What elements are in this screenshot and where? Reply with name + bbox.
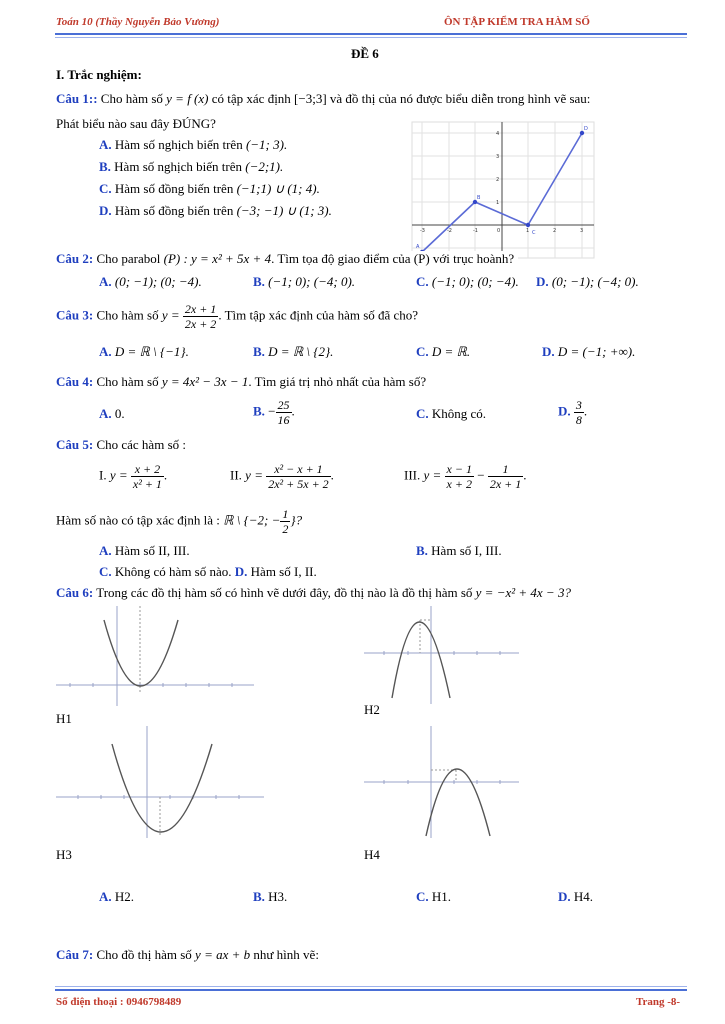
period: . [291, 403, 295, 419]
q3-option-a [99, 344, 189, 360]
opt-key: D. [234, 564, 248, 579]
opt-key: B. [99, 159, 111, 174]
numerator: x − 1 [446, 462, 472, 476]
y-equals: y = [109, 467, 128, 483]
opt-key: C. [416, 406, 429, 421]
roman-numeral: III. [404, 467, 421, 483]
opt-math: D = ℝ. [431, 344, 471, 359]
q3-option-d [542, 344, 635, 360]
q2-text-a: Cho parabol [96, 251, 161, 266]
q2-option-a [99, 274, 202, 290]
q3-option-b [253, 344, 333, 360]
opt-math: 0. [114, 406, 125, 421]
q4-option-a [99, 406, 125, 422]
q7-text-b: như hình vẽ: [253, 947, 319, 962]
footer-rule [55, 989, 687, 991]
denominator: x² + 1 [132, 477, 162, 491]
prompt-text: Hàm số nào có tập xác định là : [56, 512, 220, 528]
opt-key: D. [99, 203, 112, 218]
q2-expr: (P) : y = x² + 5x + 4 [163, 251, 272, 266]
q7-label: Câu 7: [56, 947, 94, 962]
opt-key: B. [253, 344, 265, 359]
y-tick: 3 [496, 154, 500, 160]
denominator: 2x² + 5x + 2 [268, 477, 329, 491]
q4-expr: y = 4x² − 3x − 1 [161, 374, 249, 389]
opt-key: D. [542, 344, 555, 359]
q4-option-d [558, 398, 587, 427]
opt-math: (−2;1). [245, 159, 284, 174]
opt-math: D = (−1; +∞). [557, 344, 636, 359]
denominator: 8 [575, 413, 582, 427]
fraction [574, 398, 584, 427]
period: . [163, 467, 168, 483]
q4-label: Câu 4: [56, 374, 94, 389]
opt-key: A. [99, 543, 112, 558]
fraction [131, 462, 164, 491]
q3-option-c [416, 344, 470, 360]
q2-option-c [416, 274, 519, 290]
opt-text: H4. [573, 889, 594, 904]
opt-text: Hàm số I, III. [431, 543, 502, 558]
q7-expr: y = ax + b [195, 947, 251, 962]
q3-label: Câu 3: [56, 307, 94, 323]
period: . [330, 467, 334, 483]
y-tick: 1 [496, 200, 500, 206]
opt-text: Không có hàm số nào. [114, 564, 232, 579]
q1-option-a [99, 137, 287, 153]
x-tick: 2 [553, 228, 557, 234]
parabola [426, 769, 490, 836]
opt-key: C. [416, 889, 429, 904]
footer-rule-thin [55, 986, 687, 987]
q5-function-1 [99, 462, 167, 491]
y-tick: 2 [496, 177, 500, 183]
opt-math: D = ℝ \ {−1}. [114, 344, 189, 359]
opt-math: (−1; 3). [245, 137, 288, 152]
opt-math: (−1; 0); (−4; 0). [268, 274, 356, 289]
y-tick: 4 [496, 131, 500, 137]
opt-math: D = ℝ \ {2}. [268, 344, 334, 359]
q4-text-b: . Tìm giá trị nhỏ nhất của hàm số? [248, 374, 427, 389]
fraction [488, 462, 523, 491]
opt-text: Hàm số I, II. [250, 564, 317, 579]
q2-label: Câu 2: [56, 251, 94, 266]
q1-label: Câu 1:: [56, 91, 98, 106]
graph-frame [412, 122, 594, 258]
y-equals: y = [245, 467, 263, 483]
opt-text: H1. [431, 889, 452, 904]
graph-h1-label: H1 [56, 711, 72, 726]
q5-option-a [99, 543, 190, 559]
opt-text: Hàm số nghịch biến trên [114, 159, 242, 174]
point-label: B [477, 195, 481, 201]
q6-option-b [253, 889, 287, 905]
point-label: A [416, 244, 420, 250]
denominator: x + 2 [446, 477, 472, 491]
exam-title: ĐỀ 6 [351, 46, 379, 61]
opt-key: D. [558, 889, 571, 904]
opt-key: B. [253, 274, 265, 289]
q6-text-a: Trong các đồ thị hàm số có hình vẽ dưới đây, đồ thị nào là đồ thị hàm số [96, 585, 473, 600]
header-left: Toán 10 (Thầy Nguyễn Bảo Vương) [56, 16, 220, 28]
opt-text: Hàm số nghịch biến trên [114, 137, 243, 152]
q3-line [56, 302, 418, 331]
header-rule-thin [55, 37, 687, 38]
point-label: C [532, 230, 536, 236]
opt-math: (0; −1); (−4; 0). [551, 274, 639, 289]
q6-option-c [416, 889, 451, 905]
opt-key: D. [558, 403, 571, 419]
graph-h1 [56, 606, 254, 706]
period: . [523, 467, 527, 483]
parabola [112, 744, 212, 832]
q1-expr: y = f (x) [166, 91, 209, 106]
q1-text-b: có tập xác định [−3;3] và đồ thị của nó được biểu diễn trong hình vẽ sau: [211, 91, 591, 106]
header-rule [55, 33, 687, 35]
opt-math: (−1;1) ∪ (1; 4). [236, 181, 320, 196]
q6-line [56, 585, 571, 601]
q2-line [56, 251, 518, 267]
minus-sign: − [477, 467, 485, 483]
denominator: 2x + 2 [184, 317, 217, 331]
header-right: ÔN TẬP KIỂM TRA HÀM SỐ [444, 16, 590, 28]
parabola [104, 620, 178, 686]
denominator: 2 [282, 522, 289, 536]
q6-label: Câu 6: [56, 585, 94, 600]
q1-text-a: Cho hàm số [100, 91, 163, 106]
q4-text-a: Cho hàm số [96, 374, 159, 389]
x-tick: 1 [526, 228, 530, 234]
denominator: 2x + 1 [489, 477, 522, 491]
opt-text: Không có. [431, 406, 487, 421]
q5-line [56, 437, 186, 453]
q2-option-d [536, 274, 639, 290]
q3-fraction [183, 302, 218, 331]
q3-text-b: . Tìm tập xác định của hàm số đã cho? [218, 307, 419, 323]
q4-option-c [416, 406, 486, 422]
graph-h4 [364, 726, 519, 838]
opt-math: (0; −1); (0; −4). [114, 274, 202, 289]
q5-option-b [416, 543, 502, 559]
opt-text: Hàm số II, III. [114, 543, 190, 558]
q1-line [56, 91, 590, 107]
q7-text-a: Cho đồ thị hàm số [96, 947, 192, 962]
opt-math: (−1; 0); (0; −4). [431, 274, 519, 289]
roman-numeral: I. [99, 467, 107, 483]
x-tick: -3 [420, 228, 425, 234]
opt-key: A. [99, 274, 112, 289]
opt-key: D. [536, 274, 549, 289]
point-label: D [584, 126, 588, 132]
opt-text: H3. [268, 889, 288, 904]
opt-key: B. [253, 889, 265, 904]
q5-prompt [56, 507, 302, 536]
q5-text: Cho các hàm số : [96, 437, 186, 452]
x-tick: -1 [473, 228, 478, 234]
opt-key: A. [99, 344, 112, 359]
q6-option-a [99, 889, 134, 905]
q1-option-d [99, 203, 332, 219]
section-title: I. Trắc nghiệm: [56, 67, 142, 82]
numerator: x + 2 [131, 462, 164, 477]
point-c [526, 223, 530, 227]
q5-label: Câu 5: [56, 437, 94, 452]
q4-option-b [253, 398, 295, 427]
minus-sign: − [268, 403, 276, 419]
prompt-math: ℝ \ {−2; − [223, 512, 281, 528]
numerator: 25 [277, 398, 290, 412]
x-tick: 3 [580, 228, 584, 234]
period: . [583, 403, 588, 419]
parabola [392, 622, 450, 698]
fraction [276, 398, 292, 427]
q3-text-a: Cho hàm số [96, 307, 159, 323]
numerator: 3 [575, 398, 582, 412]
opt-math: (−3; −1) ∪ (1; 3). [236, 203, 332, 218]
q1-option-b [99, 159, 283, 175]
footer-left: Số điện thoại : 0946798489 [56, 996, 182, 1008]
q5-function-2 [230, 462, 334, 491]
q2-option-b [253, 274, 355, 290]
fraction [280, 507, 290, 536]
q6-expr: y = −x² + 4x − 3? [475, 585, 571, 600]
q5-function-3 [404, 462, 527, 491]
numerator: x² − x + 1 [266, 462, 330, 477]
q5-option-cd [99, 564, 317, 580]
opt-key: A. [99, 137, 112, 152]
opt-key: A. [99, 406, 112, 421]
q1-prompt: Phát biểu nào sau đây ĐÚNG? [56, 116, 216, 131]
fraction [266, 462, 330, 491]
opt-text: Hàm số đồng biến trên [114, 181, 234, 196]
opt-text: Hàm số đồng biến trên [114, 203, 234, 218]
opt-key: B. [253, 403, 265, 419]
opt-key: C. [416, 344, 429, 359]
q1-option-c [99, 181, 320, 197]
numerator: 1 [488, 462, 523, 477]
graph-h2 [364, 606, 519, 704]
q6-option-d [558, 889, 593, 905]
prompt-end: }? [290, 512, 303, 528]
opt-key: C. [99, 181, 112, 196]
graph-h4-label: H4 [364, 847, 380, 862]
denominator: 16 [277, 413, 290, 427]
x-tick: 0 [497, 228, 501, 234]
numerator: 1 [282, 507, 289, 521]
opt-key: C. [99, 564, 112, 579]
q7-line [56, 947, 319, 963]
roman-numeral: II. [230, 467, 242, 483]
opt-key: C. [416, 274, 429, 289]
fraction [445, 462, 474, 491]
y-equals: y = [423, 467, 442, 483]
q4-line [56, 374, 426, 390]
q3-y: y = [161, 307, 180, 323]
graph-h2-label: H2 [364, 702, 380, 717]
graph-h3-label: H3 [56, 847, 72, 862]
x-tick: -2 [447, 228, 452, 234]
numerator: 2x + 1 [184, 302, 217, 316]
footer-right: Trang -8- [636, 996, 681, 1008]
opt-text: H2. [114, 889, 135, 904]
graph-h3 [56, 726, 264, 838]
q1-graph [412, 122, 594, 258]
opt-key: B. [416, 543, 428, 558]
q2-text-b: . Tìm tọa độ giao điểm của (P) với trục hoành? [271, 251, 515, 266]
opt-key: A. [99, 889, 112, 904]
